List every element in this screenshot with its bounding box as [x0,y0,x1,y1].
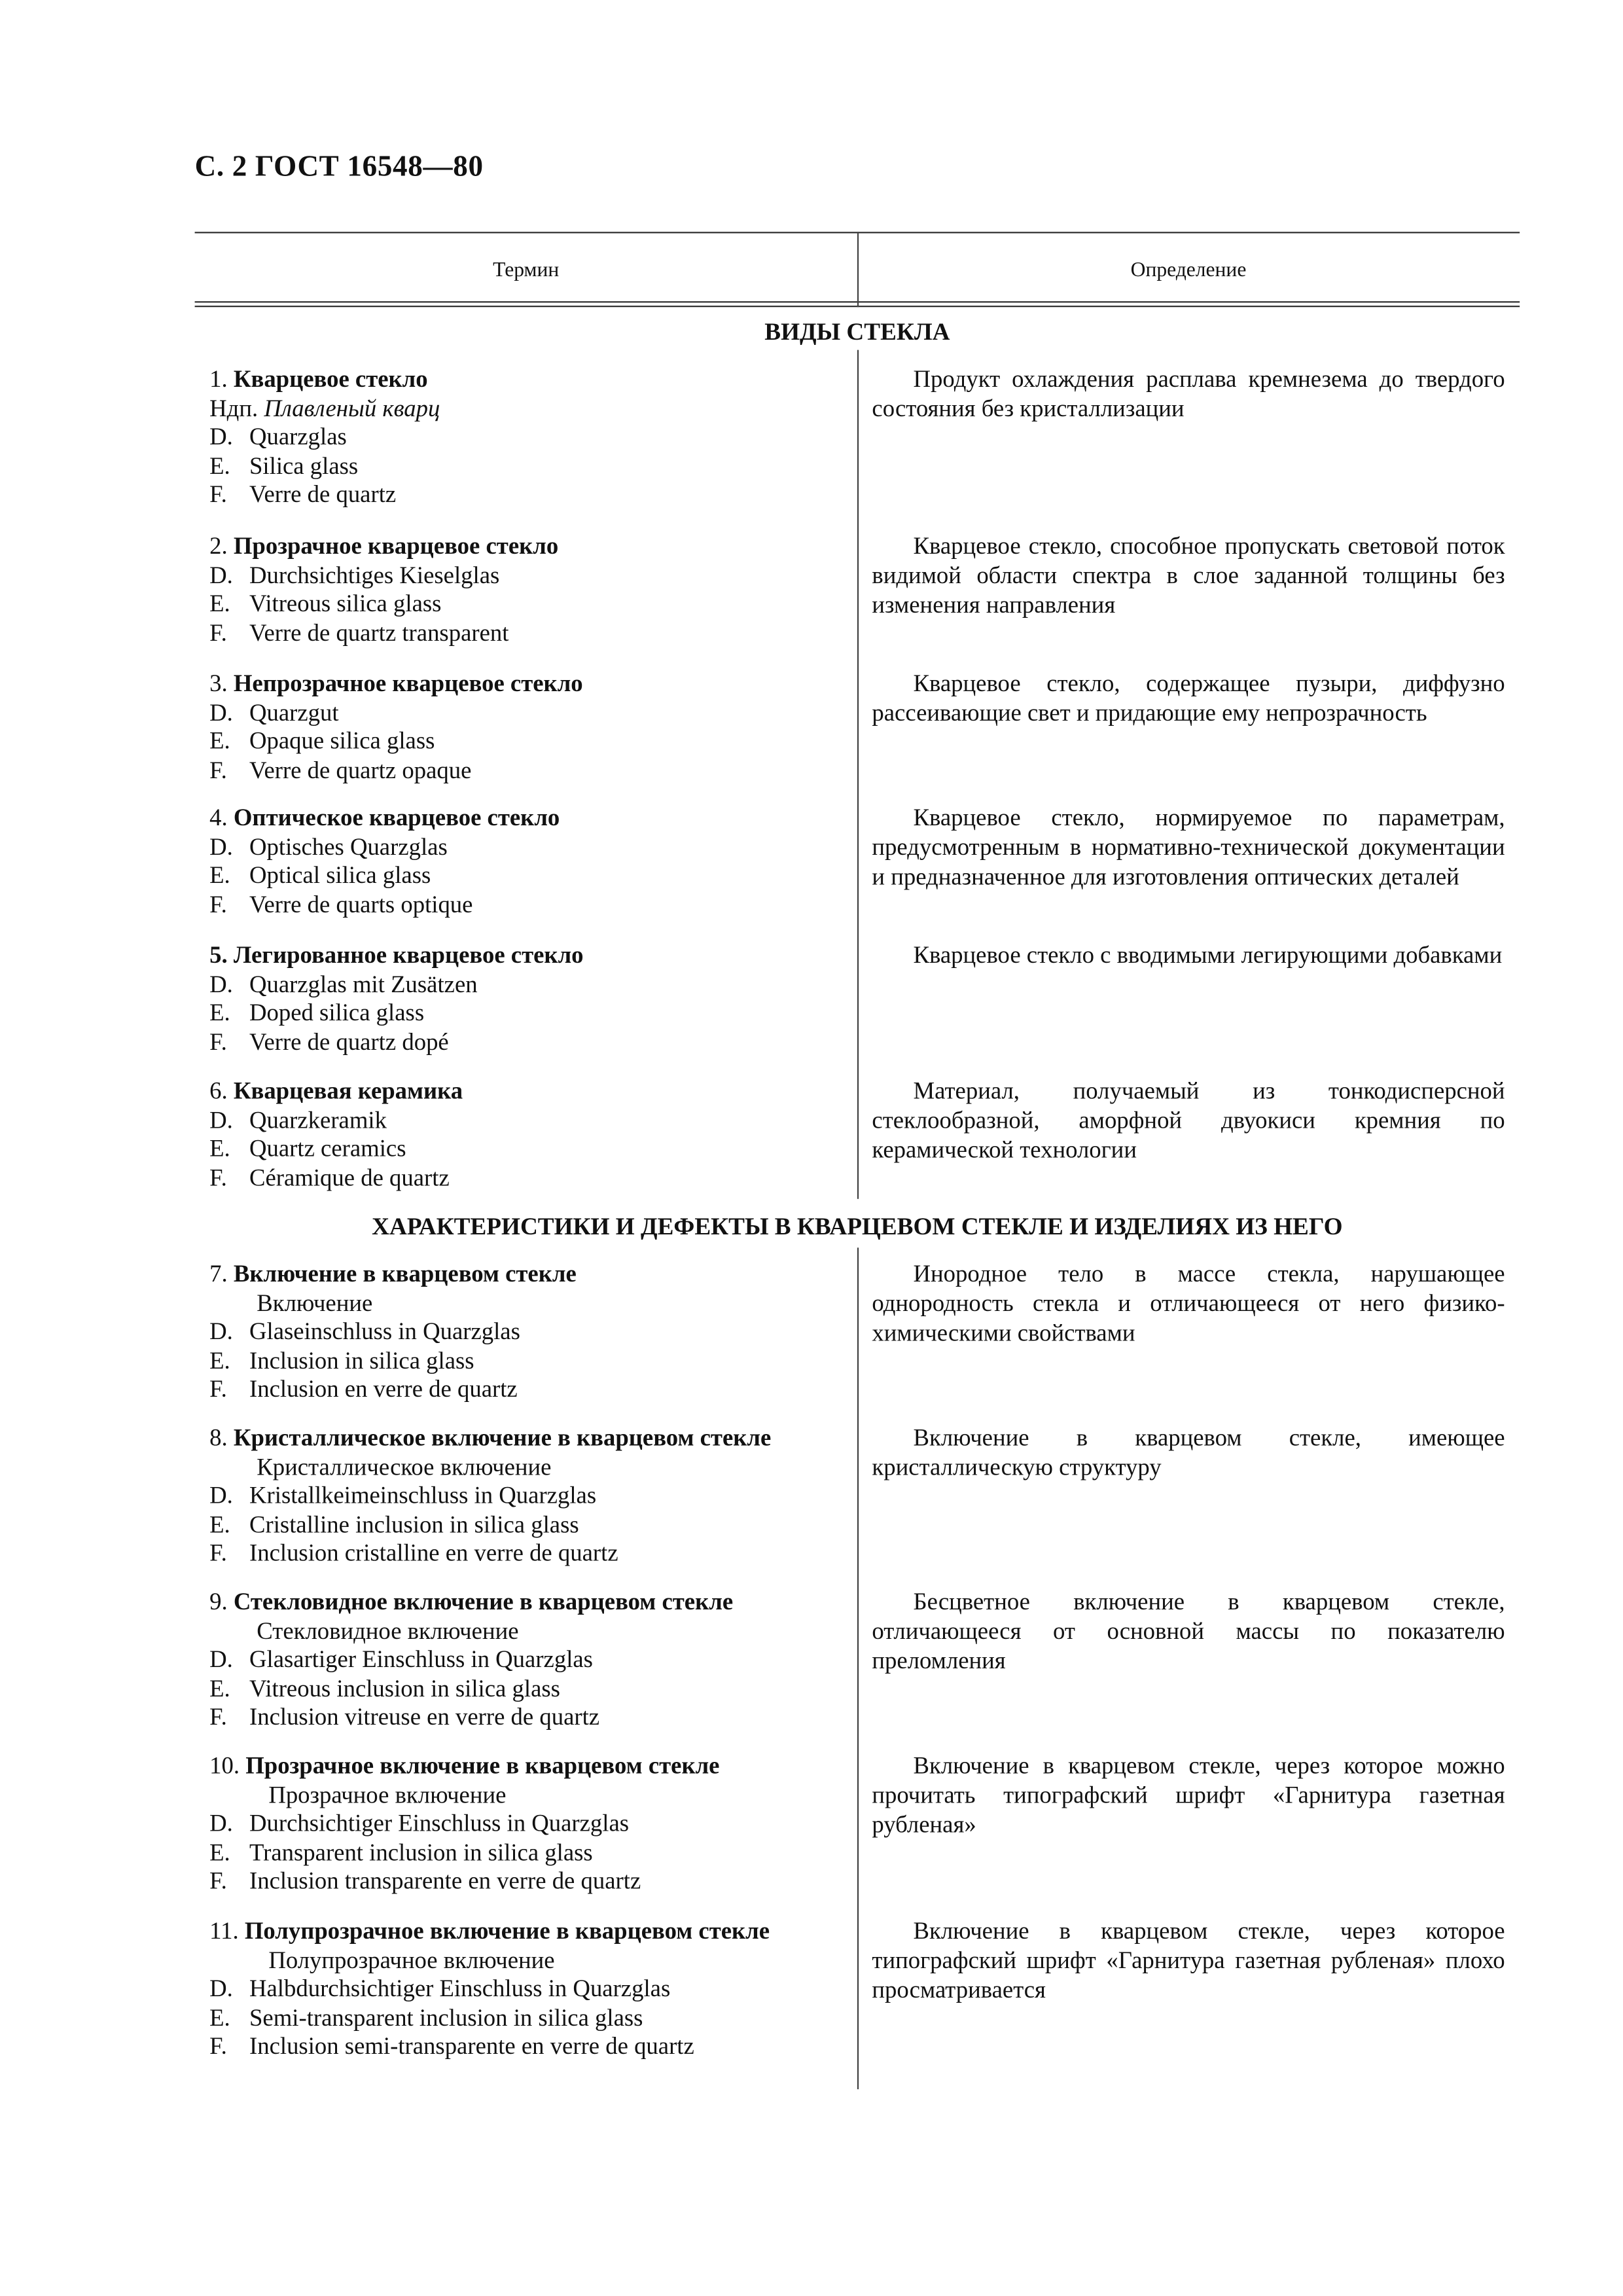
lang-code: F. [209,755,227,783]
lang-code: E. [209,1346,230,1374]
lang-code: D. [209,1480,233,1509]
term-english: Silica glass [249,451,359,480]
term-short-form: Включение [257,1288,373,1317]
term-number: 8. [209,1423,228,1452]
lang-code: E. [209,1509,230,1538]
term-name: Стекловидное включение в кварцевом стекле [233,1587,734,1615]
term-german: Durchsichtiges Kieselglas [249,560,500,588]
term-block [209,941,851,1056]
lang-code: E. [209,861,230,889]
term-definition: Продукт охлаждения расплава кремнезема до твердого состояния без кристаллизации [872,365,1505,423]
page-header: С. 2 ГОСТ 16548—80 [194,151,484,183]
term-name: Кварцевая керамика [233,1076,463,1105]
term-number: 3. [209,668,228,697]
term-definition: Кварцевое стекло с вводимыми легирующими добавками [913,941,1503,969]
term-number: 11. [209,1916,239,1945]
term-english: Opaque silica glass [249,726,435,755]
term-number: 9. [209,1587,228,1615]
lang-code: F. [209,618,227,646]
term-german: Glasartiger Einschluss in Quarzglas [249,1645,593,1673]
term-english: Inclusion in silica glass [249,1346,474,1374]
term-definition: Включение в кварцевом стекле, через которое типографский шрифт «Гарнитура газетная рубленая» плохо просматривается [872,1916,1505,2004]
term-definition: Кварцевое стекло, содержащее пузыри, диффузно рассеивающие свет и придающие ему непрозрачность [872,668,1505,726]
term-french: Inclusion cristalline en verre de quartz [249,1538,618,1567]
column-header-definition: Определение [1130,260,1247,282]
lang-code: D. [209,1317,233,1346]
lang-code: F. [209,1026,227,1055]
lang-code: E. [209,726,230,755]
term-french: Inclusion transparente en verre de quartz [249,1866,641,1895]
term-block [209,1916,851,2060]
term-french: Céramique de quartz [249,1162,450,1191]
term-number: 10. [209,1751,240,1780]
section-title: ХАРАКТЕРИСТИКИ И ДЕФЕКТЫ В КВАРЦЕВОМ СТЕКЛЕ И ИЗДЕЛИЯХ ИЗ НЕГО [372,1212,1343,1240]
lang-code: F. [209,1866,227,1895]
term-name: Полупрозрачное включение в кварцевом стекле [244,1916,770,1945]
term-block [209,1424,851,1568]
lang-code: F. [209,1374,227,1403]
term-name: Оптическое кварцевое стекло [233,803,560,832]
ndp-term: Плавленый кварц [264,393,440,422]
lang-code: D. [209,1974,233,2003]
term-block [209,1751,851,1895]
term-short-form: Кристаллическое включение [257,1452,552,1480]
lang-code: E. [209,1674,230,1702]
term-block [209,1077,851,1192]
section-title: ВИДЫ СТЕКЛА [764,317,950,346]
ndp-label: Ндп. [209,393,259,422]
column-divider-section-2 [857,1247,859,2089]
term-name: Легированное кварцевое стекло [233,941,584,969]
lang-code: D. [209,697,233,726]
term-english: Doped silica glass [249,997,425,1026]
term-short-form: Прозрачное включение [268,1780,507,1808]
lang-code: F. [209,2032,227,2060]
lang-code: E. [209,1134,230,1162]
term-definition: Кварцевое стекло, нормируемое по параметрам, предусмотренным в нормативно-технической документации и предназначенное для изготовления оптических деталей [872,803,1505,891]
term-short-form: Полупрозрачное включение [268,1945,555,1974]
lang-code: E. [209,2003,230,2031]
lang-code: D. [209,1808,233,1837]
term-german: Kristallkeimeinschluss in Quarzglas [249,1480,597,1509]
term-french: Verre de quartz transparent [249,618,509,646]
term-number: 2. [209,531,228,560]
term-german: Halbdurchsichtiger Einschluss in Quarzglas [249,1974,671,2003]
term-french: Inclusion en verre de quartz [249,1374,518,1403]
term-block [209,803,851,918]
term-german: Durchsichtiger Einschluss in Quarzglas [249,1808,630,1837]
term-definition: Кварцевое стекло, способное пропускать световой поток видимой области спектра в слое заданной толщины без изменения направления [872,531,1505,619]
term-name: Кристаллическое включение в кварцевом стекле [233,1423,772,1452]
lang-code: E. [209,997,230,1026]
column-header-term: Термин [493,260,560,282]
term-block [209,669,851,784]
term-french: Verre de quartz opaque [249,755,472,783]
term-french: Inclusion semi-transparente en verre de quartz [249,2032,694,2060]
term-english: Optical silica glass [249,861,431,889]
lang-code: F. [209,480,227,509]
lang-code: F. [209,1702,227,1731]
lang-code: D. [209,560,233,588]
term-definition: Включение в кварцевом стекле, через которое можно прочитать типографский шрифт «Гарнитура газетная рубленая» [872,1751,1505,1839]
terms-table [195,232,1520,2089]
term-german: Quarzkeramik [249,1105,387,1134]
term-number: 4. [209,803,228,832]
term-english: Cristalline inclusion in silica glass [249,1509,579,1538]
term-definition: Бесцветное включение в кварцевом стекле, отличающееся от основной массы по показателю преломления [872,1587,1505,1675]
term-english: Vitreous inclusion in silica glass [249,1674,560,1702]
term-french: Inclusion vitreuse en verre de quartz [249,1702,600,1731]
term-english: Transparent inclusion in silica glass [249,1837,593,1866]
term-block [209,365,851,509]
lang-code: D. [209,1645,233,1673]
term-english: Quartz ceramics [249,1134,406,1162]
term-english: Semi-transparent inclusion in silica glass [249,2003,643,2031]
term-german: Quarzgut [249,697,339,726]
lang-code: F. [209,1162,227,1191]
term-number: 7. [209,1259,228,1288]
term-definition: Материал, получаемый из тонкодисперсной стеклообразной, аморфной двуокиси кремния по керамической технологии [872,1076,1505,1164]
term-english: Vitreous silica glass [249,589,442,617]
term-block [209,1587,851,1731]
lang-code: F. [209,889,227,918]
term-block [209,1259,851,1403]
lang-code: D. [209,832,233,861]
term-number: 5. [209,941,228,969]
term-name: Прозрачное кварцевое стекло [233,531,559,560]
term-definition: Инородное тело в массе стекла, нарушающее однородность стекла и отличающееся от него физико-химическими свойствами [872,1259,1505,1347]
term-name: Включение в кварцевом стекле [233,1259,577,1288]
lang-code: E. [209,589,230,617]
term-french: Verre de quartz [249,480,397,509]
term-german: Quarzglas mit Zusätzen [249,969,478,997]
term-name: Кварцевое стекло [233,365,428,393]
term-block [209,531,851,647]
lang-code: E. [209,1837,230,1866]
term-number: 1. [209,365,228,393]
term-german: Optisches Quarzglas [249,832,448,861]
term-french: Verre de quarts optique [249,889,473,918]
lang-code: F. [209,1538,227,1567]
column-divider-section-1 [857,350,859,1199]
term-number: 6. [209,1076,228,1105]
lang-code: D. [209,969,233,997]
term-definition: Включение в кварцевом стекле, имеющее кристаллическую структуру [872,1423,1505,1481]
term-name: Прозрачное включение в кварцевом стекле [245,1751,720,1780]
lang-code: D. [209,1105,233,1134]
term-french: Verre de quartz dopé [249,1026,449,1055]
lang-code: E. [209,451,230,480]
term-german: Quarzglas [249,422,347,451]
lang-code: D. [209,422,233,451]
term-short-form: Стекловидное включение [257,1616,519,1644]
term-german: Glaseinschluss in Quarzglas [249,1317,520,1346]
column-divider-header [857,232,859,307]
term-name: Непрозрачное кварцевое стекло [233,668,583,697]
